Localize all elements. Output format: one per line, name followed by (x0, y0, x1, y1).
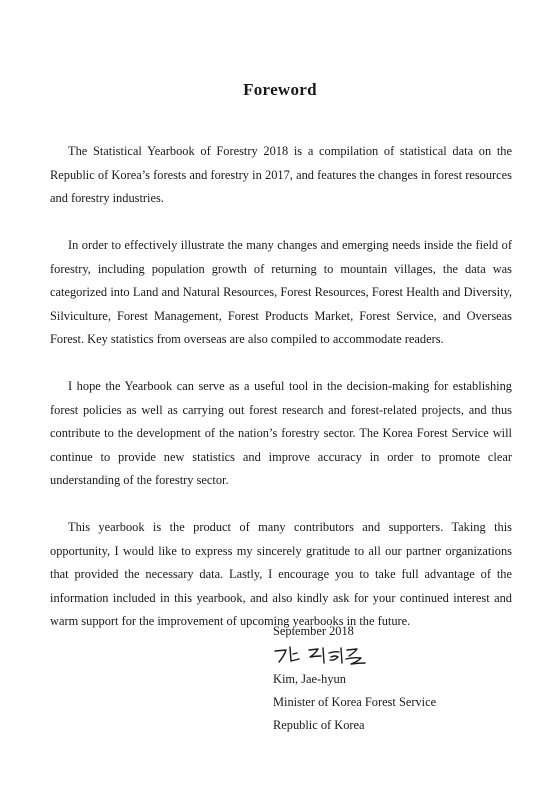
paragraph-2: In order to effectively illustrate the many changes and emerging needs inside the field of forestry, including population growth of returning to mountain villages, the data was categorized into Land and Natural Resources, Forest Resources, Forest Health and Diversity, Silviculture, Forest Management, Forest Products Market, Forest Service, and Overseas Forest. Key statistics from overseas are also compiled to accommodate readers. (50, 238, 512, 346)
paragraph-4: This yearbook is the product of many contributors and supporters. Taking this opportunity, I would like to express my sincerely gratitude to all our partner organizations that provided the necessary data. Lastly, I encourage you to take full advantage of the information included in this yearbook, and also kindly ask for your continued interest and warm support for the improvement of upcoming yearbooks in the future. (50, 520, 512, 628)
handwritten-signature (273, 644, 523, 668)
page-title: Foreword (243, 80, 317, 99)
signature-date: September 2018 (273, 624, 354, 638)
paragraph-1: The Statistical Yearbook of Forestry 2018 is a compilation of statistical data on the Republic of Korea’s forests and forestry in 2017, and features the changes in forest resources and forestry industries. (50, 144, 512, 205)
paragraph-3: I hope the Yearbook can serve as a useful tool in the decision-making for establishing forest policies as well as carrying out forest research and forest-related projects, and thus contribute to the development of the nation’s forestry sector. The Korea Forest Service will continue to provide new statistics and improve accuracy in order to promote clear understanding of the forestry sector. (50, 379, 512, 487)
signatory-position: Minister of Korea Forest Service (273, 695, 437, 709)
foreword-body (50, 140, 512, 657)
signatory-country: Republic of Korea (273, 718, 365, 732)
signatory-name: Kim, Jae-hyun (273, 672, 346, 686)
signature-block (273, 620, 523, 737)
